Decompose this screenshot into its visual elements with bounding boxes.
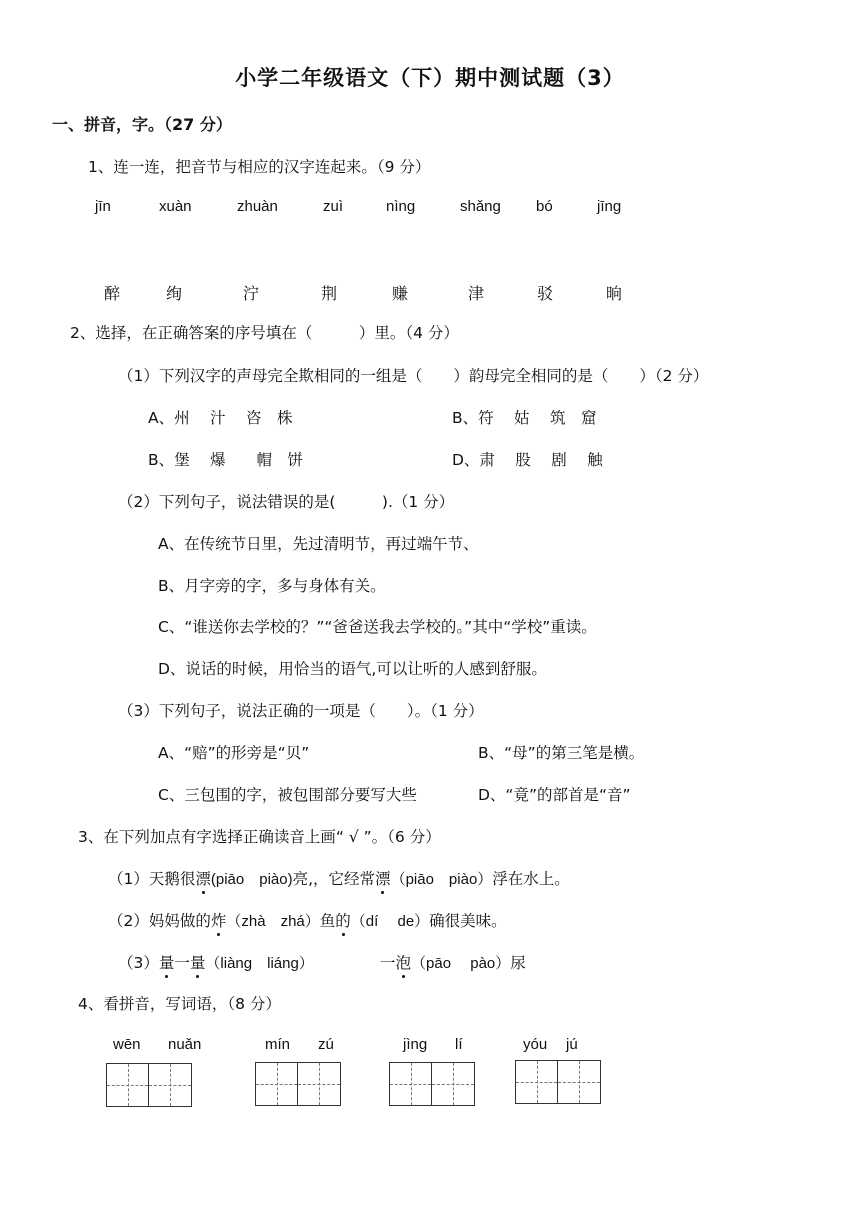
q2-part3-option-a: A、“赔”的形旁是“贝”: [158, 744, 310, 762]
q2-part1-option-a: A、州 汁 咨 株: [148, 409, 293, 427]
q3-line-3b: [380, 951, 526, 973]
writing-grid[interactable]: [255, 1062, 341, 1108]
hanzi-item: 绚: [166, 284, 183, 303]
q2-prompt: 2、选择，在正确答案的序号填在（ ）里。（4 分）: [70, 324, 459, 342]
writing-grid[interactable]: [106, 1063, 192, 1109]
q3-l2-text: （2）妈妈做的: [108, 912, 211, 930]
q4-pinyin: yóu: [523, 1036, 548, 1053]
section-1-heading: 一、拼音，字。（27 分）: [52, 115, 232, 134]
q2-part1-option-c: B、堡 爆 帽 饼: [148, 451, 304, 469]
q4-pinyin: nuǎn: [168, 1036, 202, 1053]
pinyin-item: xuàn: [159, 198, 192, 215]
q2-part2-option-b: B、月字旁的字，多与身体有关。: [158, 577, 386, 595]
pinyin-item: shǎng: [460, 198, 501, 215]
q3-l2-text: 鱼: [319, 912, 336, 930]
pinyin-item: zuì: [323, 198, 344, 215]
q3-l1-text: 浮在水上。: [492, 870, 570, 888]
q3-l3-text: 一: [380, 954, 396, 972]
writing-grid[interactable]: [515, 1060, 601, 1106]
q2-part2-option-d: D、说话的时候，用恰当的语气,可以让听的人感到舒服。: [158, 660, 547, 678]
pinyin-options: (piāo piào): [210, 871, 293, 888]
q1-prompt: 1、连一连，把音节与相应的汉字连起来。（9 分）: [88, 158, 431, 176]
q2-part1-option-b: B、符 姑 筑 窟: [452, 409, 597, 427]
q3-l3-text: （3）: [118, 954, 159, 972]
writing-cell[interactable]: [389, 1062, 432, 1106]
hanzi-item: 津: [468, 284, 485, 303]
q4-pinyin: lí: [455, 1036, 463, 1053]
pinyin-options: （zhà zhá）: [226, 913, 320, 930]
q3-l1-text: 亮,，它经常: [292, 870, 376, 888]
q3-l2-text: 确很美味。: [429, 912, 507, 930]
q2-part2-text: （2）下列句子，说法错误的是( ).（1 分）: [118, 493, 455, 511]
page-title: 小学二年级语文（下）期中测试题（3）: [235, 66, 625, 90]
q2-part3-option-c: C、三包围的字，被包围部分要写大些: [158, 786, 417, 804]
writing-cell[interactable]: [149, 1063, 192, 1107]
hanzi-item: 晌: [606, 284, 623, 303]
dotted-char: 泡: [396, 951, 412, 973]
q4-pinyin: jìng: [403, 1036, 428, 1053]
dotted-char: 漂: [195, 867, 211, 889]
hanzi-item: 醉: [104, 284, 121, 303]
dotted-char: 量: [159, 951, 175, 973]
pinyin-item: zhuàn: [237, 198, 278, 215]
hanzi-item: 驳: [537, 284, 554, 303]
pinyin-item: bó: [536, 198, 553, 215]
writing-cell[interactable]: [106, 1063, 149, 1107]
dotted-char: 的: [335, 909, 351, 931]
hanzi-item: 荆: [321, 284, 338, 303]
hanzi-item: 赚: [392, 284, 409, 303]
q4-prompt: 4、看拼音，写词语，（8 分）: [78, 995, 281, 1013]
pinyin-item: jīn: [95, 198, 111, 215]
hanzi-item: 泞: [243, 284, 260, 303]
q4-pinyin: wēn: [113, 1036, 141, 1053]
q3-l1-text: （1）天鹅很: [108, 870, 196, 888]
q4-pinyin: jú: [566, 1036, 578, 1053]
writing-cell[interactable]: [432, 1062, 475, 1106]
writing-cell[interactable]: [298, 1062, 341, 1106]
q2-part2-option-a: A、在传统节日里，先过清明节，再过端午节、: [158, 535, 479, 553]
q4-pinyin: mín: [265, 1036, 291, 1053]
dotted-char: 炸: [211, 909, 227, 931]
pinyin-options: （liàng liáng）: [205, 955, 314, 972]
q3-line-1: [108, 867, 570, 889]
q3-line-3a: [118, 951, 314, 973]
q3-prompt: 3、在下列加点有字选择正确读音上画“ √ ”。（6 分）: [78, 828, 441, 846]
q4-pinyin: zú: [318, 1036, 334, 1053]
pinyin-options: （dí de）: [350, 913, 430, 930]
pinyin-options: （pāo pào）: [411, 955, 511, 972]
q2-part1-text: （1）下列汉字的声母完全欺相同的一组是（ ）韵母完全相同的是（ ）（2 分）: [118, 367, 709, 385]
q3-line-2: [108, 909, 507, 931]
writing-cell[interactable]: [255, 1062, 298, 1106]
q3-l3-text: 一: [174, 954, 190, 972]
q2-part3-option-d: D、“竟”的部首是“音”: [478, 786, 631, 804]
writing-cell[interactable]: [558, 1060, 601, 1104]
pinyin-item: nìng: [386, 198, 416, 215]
q2-part3-option-b: B、“母”的第三笔是横。: [478, 744, 645, 762]
writing-cell[interactable]: [515, 1060, 558, 1104]
dotted-char: 漂: [375, 867, 391, 889]
writing-grid[interactable]: [389, 1062, 475, 1108]
dotted-char: 量: [190, 951, 206, 973]
q3-l3-text: 尿: [510, 954, 526, 972]
q2-part1-option-d: D、肃 股 剧 触: [452, 451, 603, 469]
q2-part2-option-c: C、“谁送你去学校的？”“爸爸送我去学校的。”其中“学校”重读。: [158, 618, 597, 636]
q2-part3-text: （3）下列句子，说法正确的一项是（ ）。（1 分）: [118, 702, 484, 720]
pinyin-item: jīng: [597, 198, 622, 215]
pinyin-options: （piāo piào）: [390, 871, 493, 888]
